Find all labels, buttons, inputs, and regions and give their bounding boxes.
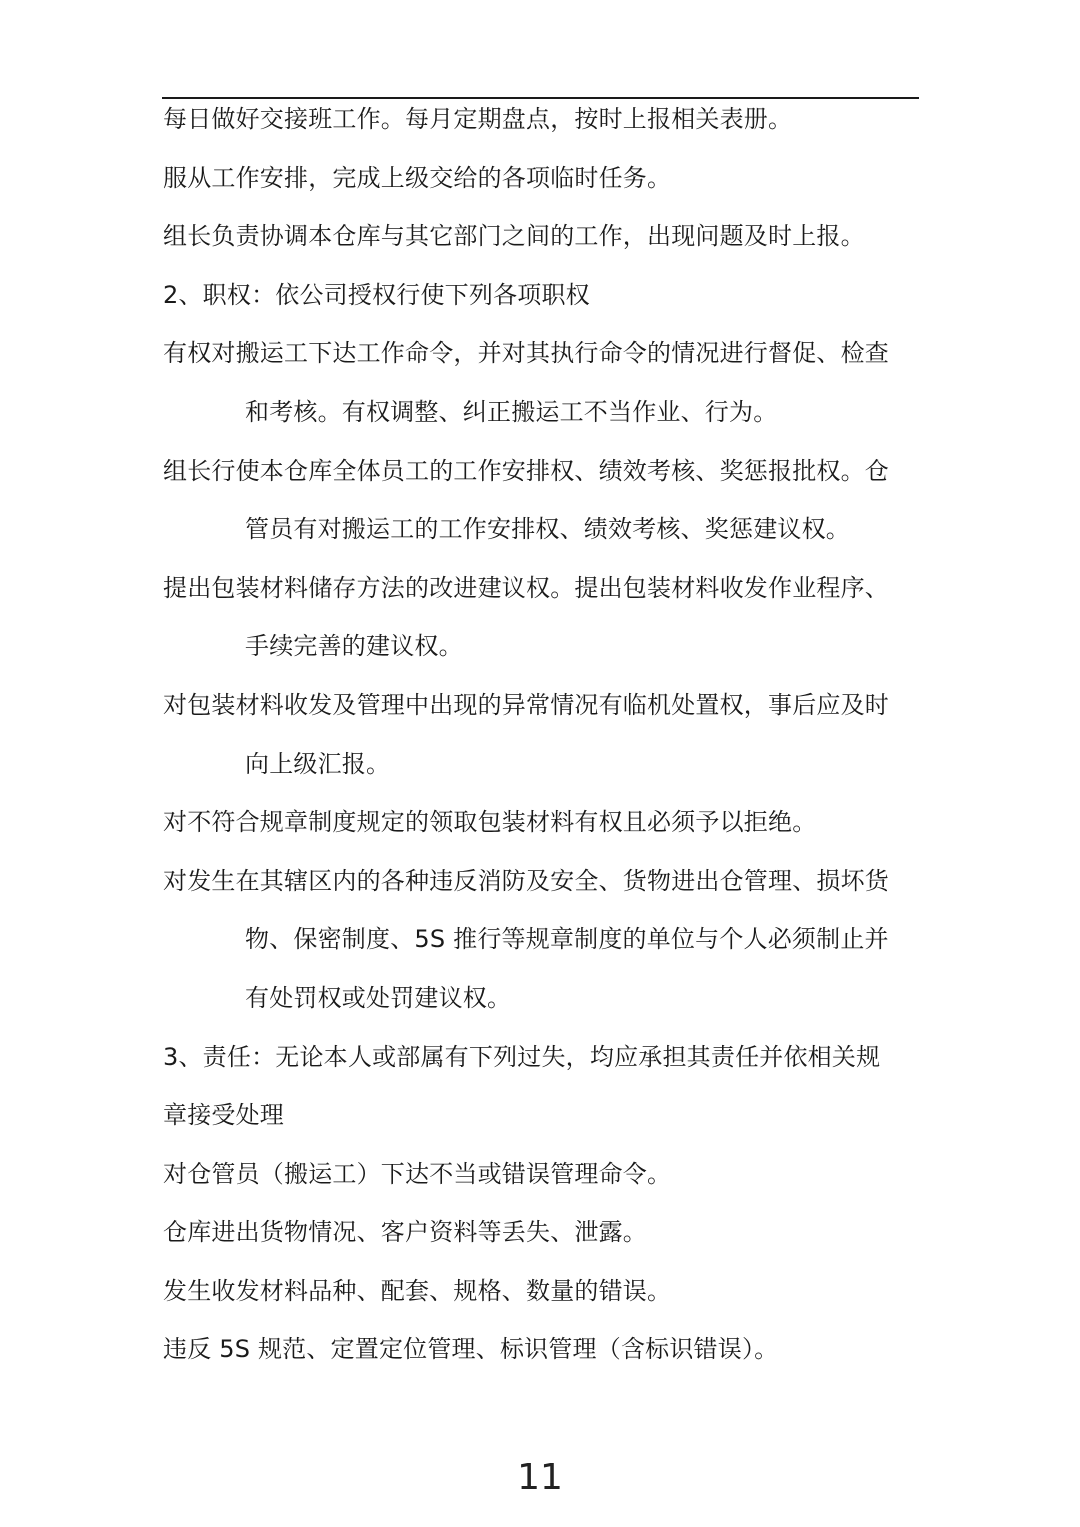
text-line: 发生收发材料品种、配套、规格、数量的错误。	[163, 1276, 672, 1305]
text-line: 有权对搬运工下达工作命令，并对其执行命令的情况进行督促、检查	[163, 339, 889, 368]
document-body	[163, 90, 923, 1379]
text-line-continuation: 物、保密制度、5S 推行等规章制度的单位与个人必须制止并	[245, 925, 889, 954]
text-line-continuation: 有处罚权或处罚建议权。	[245, 983, 512, 1012]
text-line-continuation: 管员有对搬运工的工作安排权、绩效考核、奖惩建议权。	[245, 515, 850, 544]
text-line-continuation: 手续完善的建议权。	[245, 632, 463, 661]
text-line: 对发生在其辖区内的各种违反消防及安全、货物进出仓管理、损坏货	[163, 866, 889, 895]
text-line: 章接受处理	[163, 1101, 284, 1130]
section-heading-responsibility: 3、责任：无论本人或部属有下列过失，均应承担其责任并依相关规	[163, 1042, 881, 1071]
text-line-continuation: 向上级汇报。	[245, 749, 391, 778]
text-line: 服从工作安排，完成上级交给的各项临时任务。	[163, 163, 672, 192]
text-line: 每日做好交接班工作。每月定期盘点，按时上报相关表册。	[163, 105, 793, 133]
page-number: 11	[517, 1457, 563, 1498]
text-line: 组长负责协调本仓库与其它部门之间的工作，出现问题及时上报。	[163, 222, 865, 251]
text-line: 违反 5S 规范、定置定位管理、标识管理（含标识错误）。	[163, 1335, 779, 1364]
text-line: 提出包装材料储存方法的改进建议权。提出包装材料收发作业程序、	[163, 573, 889, 602]
text-line: 对包装材料收发及管理中出现的异常情况有临机处置权，事后应及时	[163, 690, 889, 719]
text-line: 对仓管员（搬运工）下达不当或错误管理命令。	[163, 1159, 672, 1188]
section-heading-authority: 2、职权：依公司授权行使下列各项职权	[163, 280, 590, 309]
text-line: 对不符合规章制度规定的领取包装材料有权且必须予以拒绝。	[163, 808, 817, 837]
text-line: 仓库进出货物情况、客户资料等丢失、泄露。	[163, 1218, 647, 1247]
text-line: 组长行使本仓库全体员工的工作安排权、绩效考核、奖惩报批权。仓	[163, 456, 889, 485]
text-line-continuation: 和考核。有权调整、纠正搬运工不当作业、行为。	[245, 397, 778, 426]
